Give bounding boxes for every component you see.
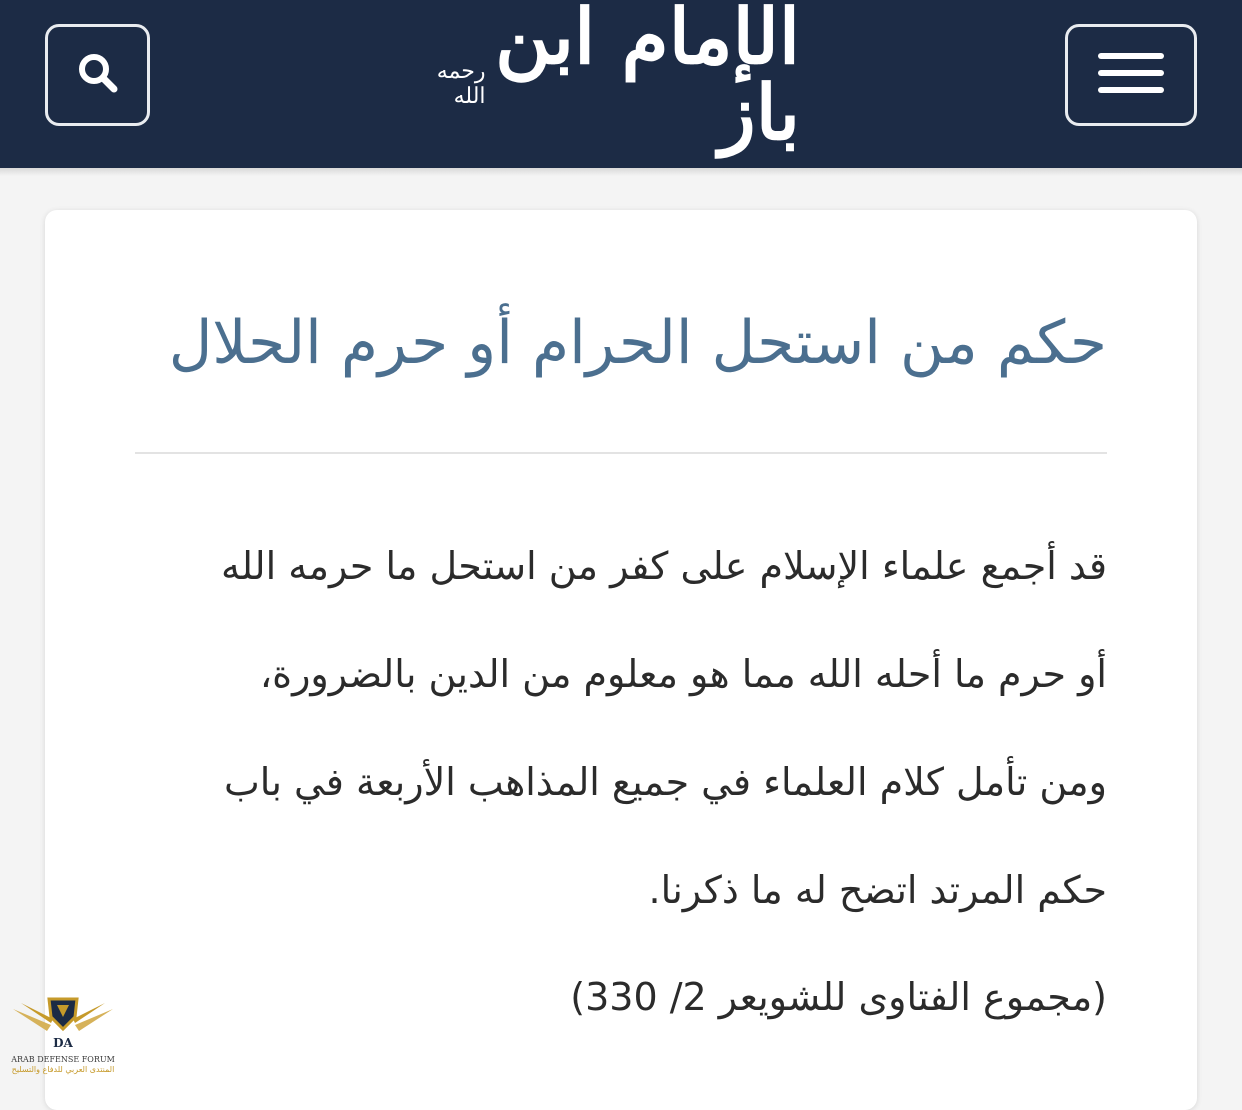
article-source: (مجموع الفتاوى للشويعر 2/ 330) [570, 975, 1107, 1019]
logo-honorific: رحمه الله [436, 59, 486, 109]
eagle-shield-logo-icon [11, 995, 115, 1055]
top-navbar [0, 0, 1242, 168]
watermark-name-en: ARAB DEFENSE FORUM [11, 1055, 115, 1064]
article-line: قد أجمع علماء الإسلام على كفر من استحل ما حرمه الله [221, 544, 1107, 588]
search-button[interactable] [45, 24, 150, 126]
article-line: حكم المرتد اتضح له ما ذكرنا. [648, 868, 1107, 912]
article-card [45, 210, 1197, 1110]
logo-text: الإمام ابن باز [495, 0, 800, 157]
menu-button[interactable] [1065, 24, 1197, 126]
article-line: أو حرم ما أحله الله مما هو معلوم من الدين بالضرورة، [259, 652, 1107, 696]
title-divider [135, 452, 1107, 454]
site-logo[interactable] [420, 0, 800, 157]
article-body [127, 512, 1107, 944]
watermark-initials: DA [53, 1036, 73, 1050]
watermark-name-ar: المنتدى العربي للدفاع والتسليح [11, 1065, 115, 1074]
search-icon [76, 51, 120, 99]
article-title: حكم من استحل الحرام أو حرم الحلال [168, 308, 1107, 378]
article-line: ومن تأمل كلام العلماء في جميع المذاهب الأربعة في باب [224, 760, 1107, 804]
header-shadow [0, 168, 1242, 176]
hamburger-menu-icon [1096, 50, 1166, 100]
forum-watermark [8, 995, 118, 1077]
